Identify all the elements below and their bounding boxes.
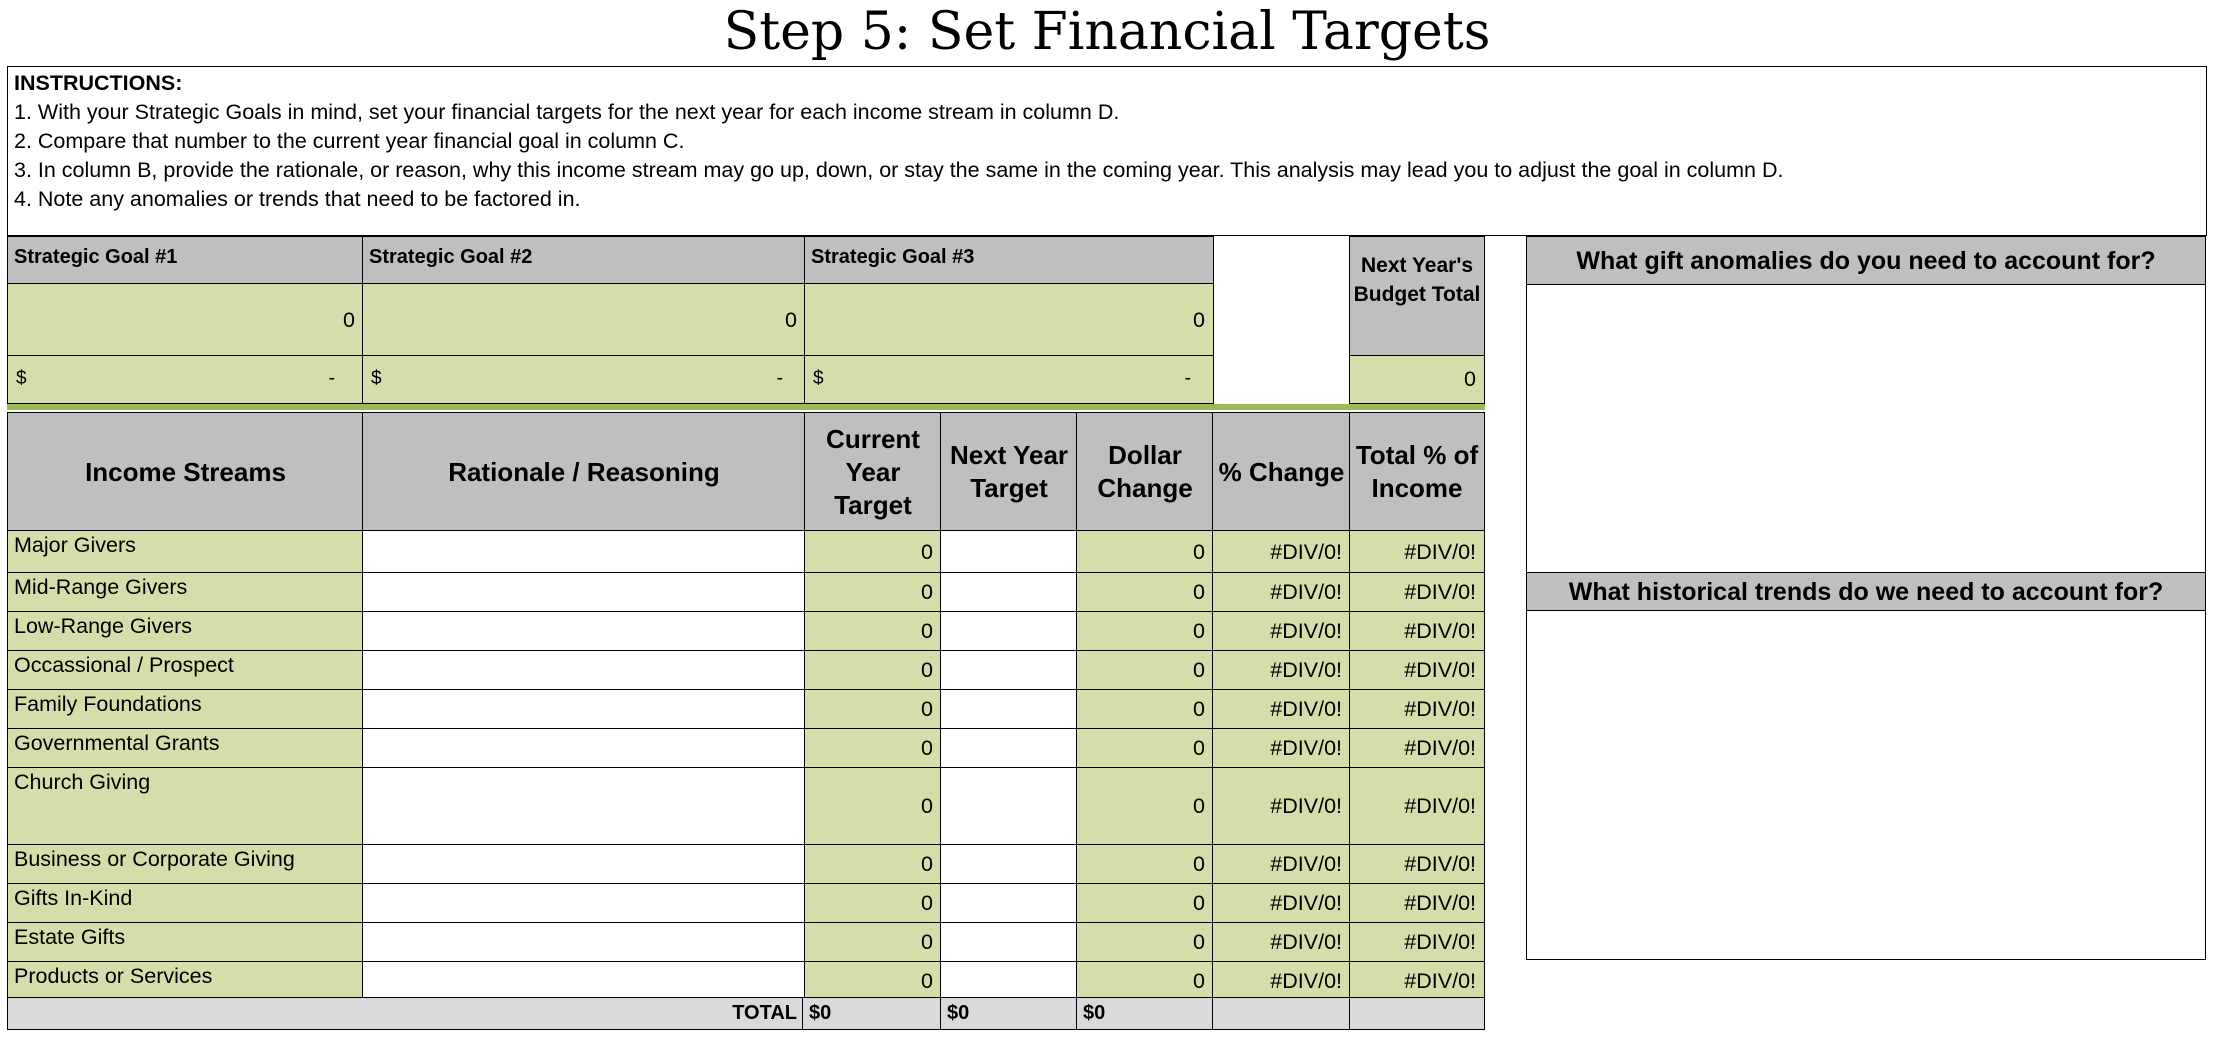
row-current-target: 0 bbox=[804, 961, 942, 1002]
row-dollar-change: 0 bbox=[1076, 728, 1214, 769]
row-stream-label: Major Givers bbox=[7, 530, 364, 574]
row-next-target-input[interactable] bbox=[940, 767, 1078, 846]
row-total-pct: #DIV/0! bbox=[1349, 572, 1485, 613]
col-header-pct-change: % Change bbox=[1212, 412, 1351, 532]
trends-header: What historical trends do we need to account for? bbox=[1526, 572, 2206, 612]
row-dollar-change: 0 bbox=[1076, 883, 1214, 924]
instructions-heading: INSTRUCTIONS: bbox=[14, 71, 183, 95]
goal-3-value[interactable]: 0 bbox=[804, 283, 1214, 357]
col-header-rationale: Rationale / Reasoning bbox=[362, 412, 806, 532]
row-rationale-input[interactable] bbox=[362, 961, 806, 1002]
row-current-target: 0 bbox=[804, 611, 942, 652]
row-current-target: 0 bbox=[804, 728, 942, 769]
col-header-income-streams: Income Streams bbox=[7, 412, 364, 532]
col-header-next-year-target: Next Year Target bbox=[940, 412, 1078, 532]
row-total-pct: #DIV/0! bbox=[1349, 611, 1485, 652]
goal-3-amount-cell[interactable] bbox=[804, 355, 1214, 404]
row-stream-label: Church Giving bbox=[7, 767, 364, 846]
row-pct-change: #DIV/0! bbox=[1212, 572, 1351, 613]
row-pct-change: #DIV/0! bbox=[1212, 767, 1351, 846]
row-rationale-input[interactable] bbox=[362, 922, 806, 963]
total-current: $0 bbox=[802, 997, 942, 1030]
anomalies-header: What gift anomalies do you need to account for? bbox=[1526, 236, 2206, 286]
goal-2-header: Strategic Goal #2 bbox=[362, 236, 806, 285]
row-stream-label: Products or Services bbox=[7, 961, 364, 1002]
row-stream-label: Family Foundations bbox=[7, 689, 364, 730]
row-rationale-input[interactable] bbox=[362, 883, 806, 924]
page-title: Step 5: Set Financial Targets bbox=[723, 2, 1491, 62]
row-rationale-input[interactable] bbox=[362, 572, 806, 613]
row-next-target-input[interactable] bbox=[940, 611, 1078, 652]
row-next-target-input[interactable] bbox=[940, 844, 1078, 885]
row-dollar-change: 0 bbox=[1076, 844, 1214, 885]
row-dollar-change: 0 bbox=[1076, 650, 1214, 691]
goal-1-header: Strategic Goal #1 bbox=[7, 236, 364, 285]
instruction-line: 2. Compare that number to the current year financial goal in column C. bbox=[14, 129, 685, 153]
row-next-target-input[interactable] bbox=[940, 689, 1078, 730]
row-current-target: 0 bbox=[804, 650, 942, 691]
row-current-target: 0 bbox=[804, 922, 942, 963]
row-dollar-change: 0 bbox=[1076, 611, 1214, 652]
row-pct-change: #DIV/0! bbox=[1212, 530, 1351, 574]
row-next-target-input[interactable] bbox=[940, 728, 1078, 769]
row-rationale-input[interactable] bbox=[362, 844, 806, 885]
row-rationale-input[interactable] bbox=[362, 611, 806, 652]
row-dollar-change: 0 bbox=[1076, 922, 1214, 963]
row-dollar-change: 0 bbox=[1076, 961, 1214, 1002]
goal-1-currency: $ bbox=[16, 368, 27, 389]
total-income-empty bbox=[1349, 997, 1485, 1030]
row-total-pct: #DIV/0! bbox=[1349, 922, 1485, 963]
instruction-line: 1. With your Strategic Goals in mind, set your financial targets for the next year for each income stream in column D. bbox=[14, 100, 1120, 124]
anomalies-notes[interactable] bbox=[1526, 284, 2206, 574]
row-current-target: 0 bbox=[804, 844, 942, 885]
row-current-target: 0 bbox=[804, 767, 942, 846]
row-rationale-input[interactable] bbox=[362, 650, 806, 691]
row-rationale-input[interactable] bbox=[362, 728, 806, 769]
row-current-target: 0 bbox=[804, 572, 942, 613]
row-next-target-input[interactable] bbox=[940, 530, 1078, 574]
row-stream-label: Low-Range Givers bbox=[7, 611, 364, 652]
row-stream-label: Occassional / Prospect bbox=[7, 650, 364, 691]
budget-total-header: Next Year's Budget Total bbox=[1349, 236, 1485, 357]
row-dollar-change: 0 bbox=[1076, 689, 1214, 730]
row-total-pct: #DIV/0! bbox=[1349, 767, 1485, 846]
row-next-target-input[interactable] bbox=[940, 650, 1078, 691]
row-pct-change: #DIV/0! bbox=[1212, 689, 1351, 730]
row-stream-label: Mid-Range Givers bbox=[7, 572, 364, 613]
row-dollar-change: 0 bbox=[1076, 572, 1214, 613]
instruction-line: 4. Note any anomalies or trends that need to be factored in. bbox=[14, 187, 581, 211]
total-next: $0 bbox=[940, 997, 1078, 1030]
row-current-target: 0 bbox=[804, 530, 942, 574]
goal-2-amount-cell[interactable] bbox=[362, 355, 806, 404]
row-rationale-input[interactable] bbox=[362, 767, 806, 846]
goal-2-currency: $ bbox=[371, 368, 382, 389]
row-total-pct: #DIV/0! bbox=[1349, 650, 1485, 691]
instruction-line: 3. In column B, provide the rationale, or reason, why this income stream may go up, down, or stay the same in the coming year. This analysis may lead you to adjust the goal in column D. bbox=[14, 158, 1784, 182]
row-dollar-change: 0 bbox=[1076, 530, 1214, 574]
trends-notes[interactable] bbox=[1526, 610, 2206, 960]
section-divider bbox=[7, 404, 1485, 410]
row-pct-change: #DIV/0! bbox=[1212, 728, 1351, 769]
row-pct-change: #DIV/0! bbox=[1212, 844, 1351, 885]
row-next-target-input[interactable] bbox=[940, 922, 1078, 963]
col-header-total-pct-income: Total % of Income bbox=[1349, 412, 1485, 532]
col-header-current-year-target: Current Year Target bbox=[804, 412, 942, 532]
total-dollar: $0 bbox=[1076, 997, 1214, 1030]
row-pct-change: #DIV/0! bbox=[1212, 650, 1351, 691]
row-total-pct: #DIV/0! bbox=[1349, 883, 1485, 924]
row-dollar-change: 0 bbox=[1076, 767, 1214, 846]
row-stream-label: Business or Corporate Giving bbox=[7, 844, 364, 885]
goal-2-amount: - bbox=[776, 368, 783, 389]
row-next-target-input[interactable] bbox=[940, 961, 1078, 1002]
goal-3-currency: $ bbox=[813, 368, 824, 389]
row-pct-change: #DIV/0! bbox=[1212, 922, 1351, 963]
row-next-target-input[interactable] bbox=[940, 572, 1078, 613]
row-stream-label: Estate Gifts bbox=[7, 922, 364, 963]
col-header-dollar-change: Dollar Change bbox=[1076, 412, 1214, 532]
row-total-pct: #DIV/0! bbox=[1349, 689, 1485, 730]
row-total-pct: #DIV/0! bbox=[1349, 844, 1485, 885]
row-stream-label: Gifts In-Kind bbox=[7, 883, 364, 924]
total-label: TOTAL bbox=[7, 997, 804, 1030]
goal-3-header: Strategic Goal #3 bbox=[804, 236, 1214, 285]
row-stream-label: Governmental Grants bbox=[7, 728, 364, 769]
row-next-target-input[interactable] bbox=[940, 883, 1078, 924]
row-total-pct: #DIV/0! bbox=[1349, 530, 1485, 574]
goal-3-amount: - bbox=[1184, 368, 1191, 389]
goal-1-amount: - bbox=[328, 368, 335, 389]
goal-1-value[interactable]: 0 bbox=[7, 283, 364, 357]
row-pct-change: #DIV/0! bbox=[1212, 961, 1351, 1002]
total-pct-empty bbox=[1212, 997, 1351, 1030]
row-pct-change: #DIV/0! bbox=[1212, 611, 1351, 652]
row-pct-change: #DIV/0! bbox=[1212, 883, 1351, 924]
row-total-pct: #DIV/0! bbox=[1349, 961, 1485, 1002]
row-rationale-input[interactable] bbox=[362, 530, 806, 574]
row-current-target: 0 bbox=[804, 689, 942, 730]
goal-2-value[interactable]: 0 bbox=[362, 283, 806, 357]
row-total-pct: #DIV/0! bbox=[1349, 728, 1485, 769]
budget-total-value[interactable]: 0 bbox=[1349, 355, 1485, 404]
row-rationale-input[interactable] bbox=[362, 689, 806, 730]
row-current-target: 0 bbox=[804, 883, 942, 924]
goal-1-amount-cell[interactable] bbox=[7, 355, 364, 404]
instructions-box bbox=[7, 66, 2207, 236]
